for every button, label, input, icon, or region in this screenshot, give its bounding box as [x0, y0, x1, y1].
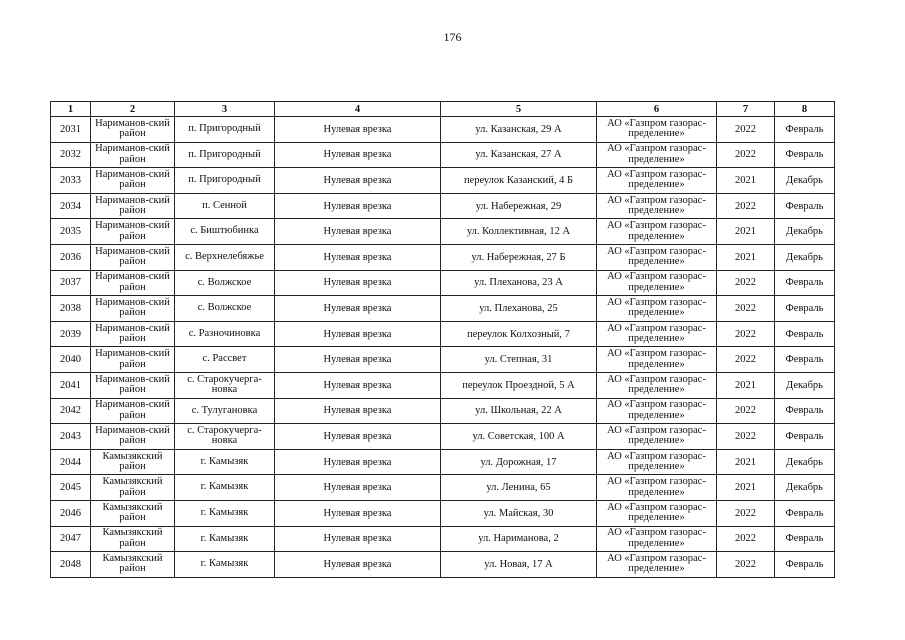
- cell-address: ул. Ленина, 65: [441, 475, 597, 501]
- cell-district: Нариманов-ский район: [91, 142, 175, 168]
- cell-settlement: с. Волжское: [175, 296, 275, 322]
- cell-organization: АО «Газпром газорас-пределение»: [597, 424, 717, 450]
- cell-settlement: г. Камызяк: [175, 475, 275, 501]
- cell-settlement: с. Волжское: [175, 270, 275, 296]
- cell-number: 2036: [51, 244, 91, 270]
- cell-year: 2021: [717, 372, 775, 398]
- cell-number: 2031: [51, 117, 91, 143]
- cell-work-type: Нулевая врезка: [275, 296, 441, 322]
- cell-month: Февраль: [775, 424, 835, 450]
- cell-number: 2037: [51, 270, 91, 296]
- cell-number: 2042: [51, 398, 91, 424]
- cell-settlement: с. Биштюбинка: [175, 219, 275, 245]
- cell-district: Нариманов-ский район: [91, 347, 175, 373]
- cell-address: ул. Плеханова, 25: [441, 296, 597, 322]
- cell-work-type: Нулевая врезка: [275, 475, 441, 501]
- cell-month: Февраль: [775, 526, 835, 552]
- table-row: [51, 500, 835, 526]
- cell-address: ул. Плеханова, 23 А: [441, 270, 597, 296]
- cell-settlement: п. Пригородный: [175, 117, 275, 143]
- table-row: [51, 193, 835, 219]
- cell-year: 2022: [717, 193, 775, 219]
- cell-organization: АО «Газпром газорас-пределение»: [597, 117, 717, 143]
- table-body: [51, 117, 835, 578]
- cell-year: 2021: [717, 244, 775, 270]
- cell-address: ул. Набережная, 29: [441, 193, 597, 219]
- cell-work-type: Нулевая врезка: [275, 398, 441, 424]
- cell-number: 2039: [51, 321, 91, 347]
- cell-month: Февраль: [775, 347, 835, 373]
- cell-year: 2021: [717, 449, 775, 475]
- cell-settlement: с. Разночиновка: [175, 321, 275, 347]
- table-row: [51, 424, 835, 450]
- header-col-6: 6: [597, 102, 717, 117]
- cell-work-type: Нулевая врезка: [275, 193, 441, 219]
- cell-district: Камызякский район: [91, 552, 175, 578]
- cell-year: 2022: [717, 398, 775, 424]
- cell-month: Февраль: [775, 398, 835, 424]
- cell-month: Февраль: [775, 117, 835, 143]
- cell-address: ул. Советская, 100 А: [441, 424, 597, 450]
- cell-month: Декабрь: [775, 168, 835, 194]
- table-row: [51, 347, 835, 373]
- header-col-7: 7: [717, 102, 775, 117]
- table-row: [51, 475, 835, 501]
- cell-work-type: Нулевая врезка: [275, 552, 441, 578]
- cell-year: 2022: [717, 347, 775, 373]
- cell-settlement: г. Камызяк: [175, 526, 275, 552]
- cell-number: 2034: [51, 193, 91, 219]
- cell-work-type: Нулевая врезка: [275, 500, 441, 526]
- cell-number: 2035: [51, 219, 91, 245]
- cell-address: ул. Нариманова, 2: [441, 526, 597, 552]
- cell-address: ул. Казанская, 29 А: [441, 117, 597, 143]
- cell-settlement: с. Верхнелебяжье: [175, 244, 275, 270]
- table-row: [51, 296, 835, 322]
- cell-month: Декабрь: [775, 244, 835, 270]
- cell-year: 2022: [717, 117, 775, 143]
- cell-work-type: Нулевая врезка: [275, 372, 441, 398]
- cell-district: Нариманов-ский район: [91, 117, 175, 143]
- cell-address: переулок Казанский, 4 Б: [441, 168, 597, 194]
- cell-number: 2038: [51, 296, 91, 322]
- cell-work-type: Нулевая врезка: [275, 168, 441, 194]
- header-col-3: 3: [175, 102, 275, 117]
- table-row: [51, 168, 835, 194]
- header-col-2: 2: [91, 102, 175, 117]
- cell-settlement: г. Камызяк: [175, 500, 275, 526]
- cell-work-type: Нулевая врезка: [275, 270, 441, 296]
- cell-organization: АО «Газпром газорас-пределение»: [597, 296, 717, 322]
- cell-month: Февраль: [775, 552, 835, 578]
- header-col-1: 1: [51, 102, 91, 117]
- cell-district: Камызякский район: [91, 526, 175, 552]
- cell-organization: АО «Газпром газорас-пределение»: [597, 372, 717, 398]
- cell-district: Нариманов-ский район: [91, 193, 175, 219]
- cell-address: переулок Проездной, 5 А: [441, 372, 597, 398]
- cell-address: ул. Новая, 17 А: [441, 552, 597, 578]
- cell-district: Нариманов-ский район: [91, 398, 175, 424]
- cell-year: 2022: [717, 500, 775, 526]
- cell-settlement: п. Сенной: [175, 193, 275, 219]
- cell-number: 2046: [51, 500, 91, 526]
- cell-year: 2022: [717, 526, 775, 552]
- table-row: [51, 449, 835, 475]
- cell-month: Декабрь: [775, 449, 835, 475]
- cell-organization: АО «Газпром газорас-пределение»: [597, 168, 717, 194]
- cell-address: ул. Дорожная, 17: [441, 449, 597, 475]
- table-row: [51, 244, 835, 270]
- cell-year: 2021: [717, 168, 775, 194]
- cell-number: 2044: [51, 449, 91, 475]
- cell-organization: АО «Газпром газорас-пределение»: [597, 526, 717, 552]
- cell-year: 2022: [717, 142, 775, 168]
- page-number: 176: [443, 30, 462, 44]
- table-row: [51, 552, 835, 578]
- cell-year: 2022: [717, 321, 775, 347]
- cell-work-type: Нулевая врезка: [275, 424, 441, 450]
- cell-settlement: с. Старокучерга-новка: [175, 372, 275, 398]
- cell-month: Февраль: [775, 193, 835, 219]
- cell-number: 2041: [51, 372, 91, 398]
- cell-district: Нариманов-ский район: [91, 296, 175, 322]
- cell-settlement: с. Рассвет: [175, 347, 275, 373]
- cell-month: Декабрь: [775, 475, 835, 501]
- header-col-5: 5: [441, 102, 597, 117]
- cell-organization: АО «Газпром газорас-пределение»: [597, 449, 717, 475]
- header-row: [51, 102, 835, 117]
- cell-settlement: п. Пригородный: [175, 168, 275, 194]
- cell-year: 2022: [717, 296, 775, 322]
- table-row: [51, 321, 835, 347]
- cell-organization: АО «Газпром газорас-пределение»: [597, 398, 717, 424]
- table-row: [51, 219, 835, 245]
- cell-district: Нариманов-ский район: [91, 168, 175, 194]
- cell-work-type: Нулевая врезка: [275, 347, 441, 373]
- cell-organization: АО «Газпром газорас-пределение»: [597, 270, 717, 296]
- cell-district: Нариманов-ский район: [91, 270, 175, 296]
- cell-year: 2021: [717, 475, 775, 501]
- cell-organization: АО «Газпром газорас-пределение»: [597, 321, 717, 347]
- cell-month: Февраль: [775, 296, 835, 322]
- cell-district: Нариманов-ский район: [91, 219, 175, 245]
- cell-district: Нариманов-ский район: [91, 244, 175, 270]
- cell-year: 2022: [717, 552, 775, 578]
- cell-organization: АО «Газпром газорас-пределение»: [597, 500, 717, 526]
- header-col-8: 8: [775, 102, 835, 117]
- cell-organization: АО «Газпром газорас-пределение»: [597, 475, 717, 501]
- cell-address: ул. Казанская, 27 А: [441, 142, 597, 168]
- cell-settlement: с. Старокучерга-новка: [175, 424, 275, 450]
- cell-work-type: Нулевая врезка: [275, 526, 441, 552]
- cell-district: Камызякский район: [91, 475, 175, 501]
- table-row: [51, 270, 835, 296]
- cell-year: 2021: [717, 219, 775, 245]
- cell-organization: АО «Газпром газорас-пределение»: [597, 552, 717, 578]
- cell-address: переулок Колхозный, 7: [441, 321, 597, 347]
- cell-organization: АО «Газпром газорас-пределение»: [597, 219, 717, 245]
- cell-settlement: г. Камызяк: [175, 449, 275, 475]
- header-col-4: 4: [275, 102, 441, 117]
- cell-month: Февраль: [775, 321, 835, 347]
- cell-number: 2045: [51, 475, 91, 501]
- cell-organization: АО «Газпром газорас-пределение»: [597, 244, 717, 270]
- cell-organization: АО «Газпром газорас-пределение»: [597, 193, 717, 219]
- table-row: [51, 142, 835, 168]
- cell-year: 2022: [717, 270, 775, 296]
- cell-work-type: Нулевая врезка: [275, 117, 441, 143]
- cell-month: Февраль: [775, 270, 835, 296]
- cell-settlement: с. Тулугановка: [175, 398, 275, 424]
- cell-work-type: Нулевая врезка: [275, 219, 441, 245]
- cell-settlement: п. Пригородный: [175, 142, 275, 168]
- cell-district: Нариманов-ский район: [91, 372, 175, 398]
- cell-organization: АО «Газпром газорас-пределение»: [597, 347, 717, 373]
- table-row: [51, 372, 835, 398]
- cell-address: ул. Набережная, 27 Б: [441, 244, 597, 270]
- cell-number: 2040: [51, 347, 91, 373]
- cell-work-type: Нулевая врезка: [275, 142, 441, 168]
- cell-number: 2032: [51, 142, 91, 168]
- cell-year: 2022: [717, 424, 775, 450]
- cell-address: ул. Майская, 30: [441, 500, 597, 526]
- cell-address: ул. Школьная, 22 А: [441, 398, 597, 424]
- cell-district: Камызякский район: [91, 449, 175, 475]
- cell-month: Декабрь: [775, 372, 835, 398]
- cell-district: Камызякский район: [91, 500, 175, 526]
- cell-month: Февраль: [775, 142, 835, 168]
- registry-table: [50, 101, 835, 578]
- cell-number: 2047: [51, 526, 91, 552]
- cell-address: ул. Степная, 31: [441, 347, 597, 373]
- cell-district: Нариманов-ский район: [91, 424, 175, 450]
- table-row: [51, 526, 835, 552]
- cell-number: 2048: [51, 552, 91, 578]
- cell-work-type: Нулевая врезка: [275, 449, 441, 475]
- cell-month: Февраль: [775, 500, 835, 526]
- cell-address: ул. Коллективная, 12 А: [441, 219, 597, 245]
- cell-district: Нариманов-ский район: [91, 321, 175, 347]
- cell-work-type: Нулевая врезка: [275, 321, 441, 347]
- cell-number: 2033: [51, 168, 91, 194]
- cell-number: 2043: [51, 424, 91, 450]
- cell-organization: АО «Газпром газорас-пределение»: [597, 142, 717, 168]
- table-row: [51, 117, 835, 143]
- cell-month: Декабрь: [775, 219, 835, 245]
- cell-work-type: Нулевая врезка: [275, 244, 441, 270]
- table-row: [51, 398, 835, 424]
- cell-settlement: г. Камызяк: [175, 552, 275, 578]
